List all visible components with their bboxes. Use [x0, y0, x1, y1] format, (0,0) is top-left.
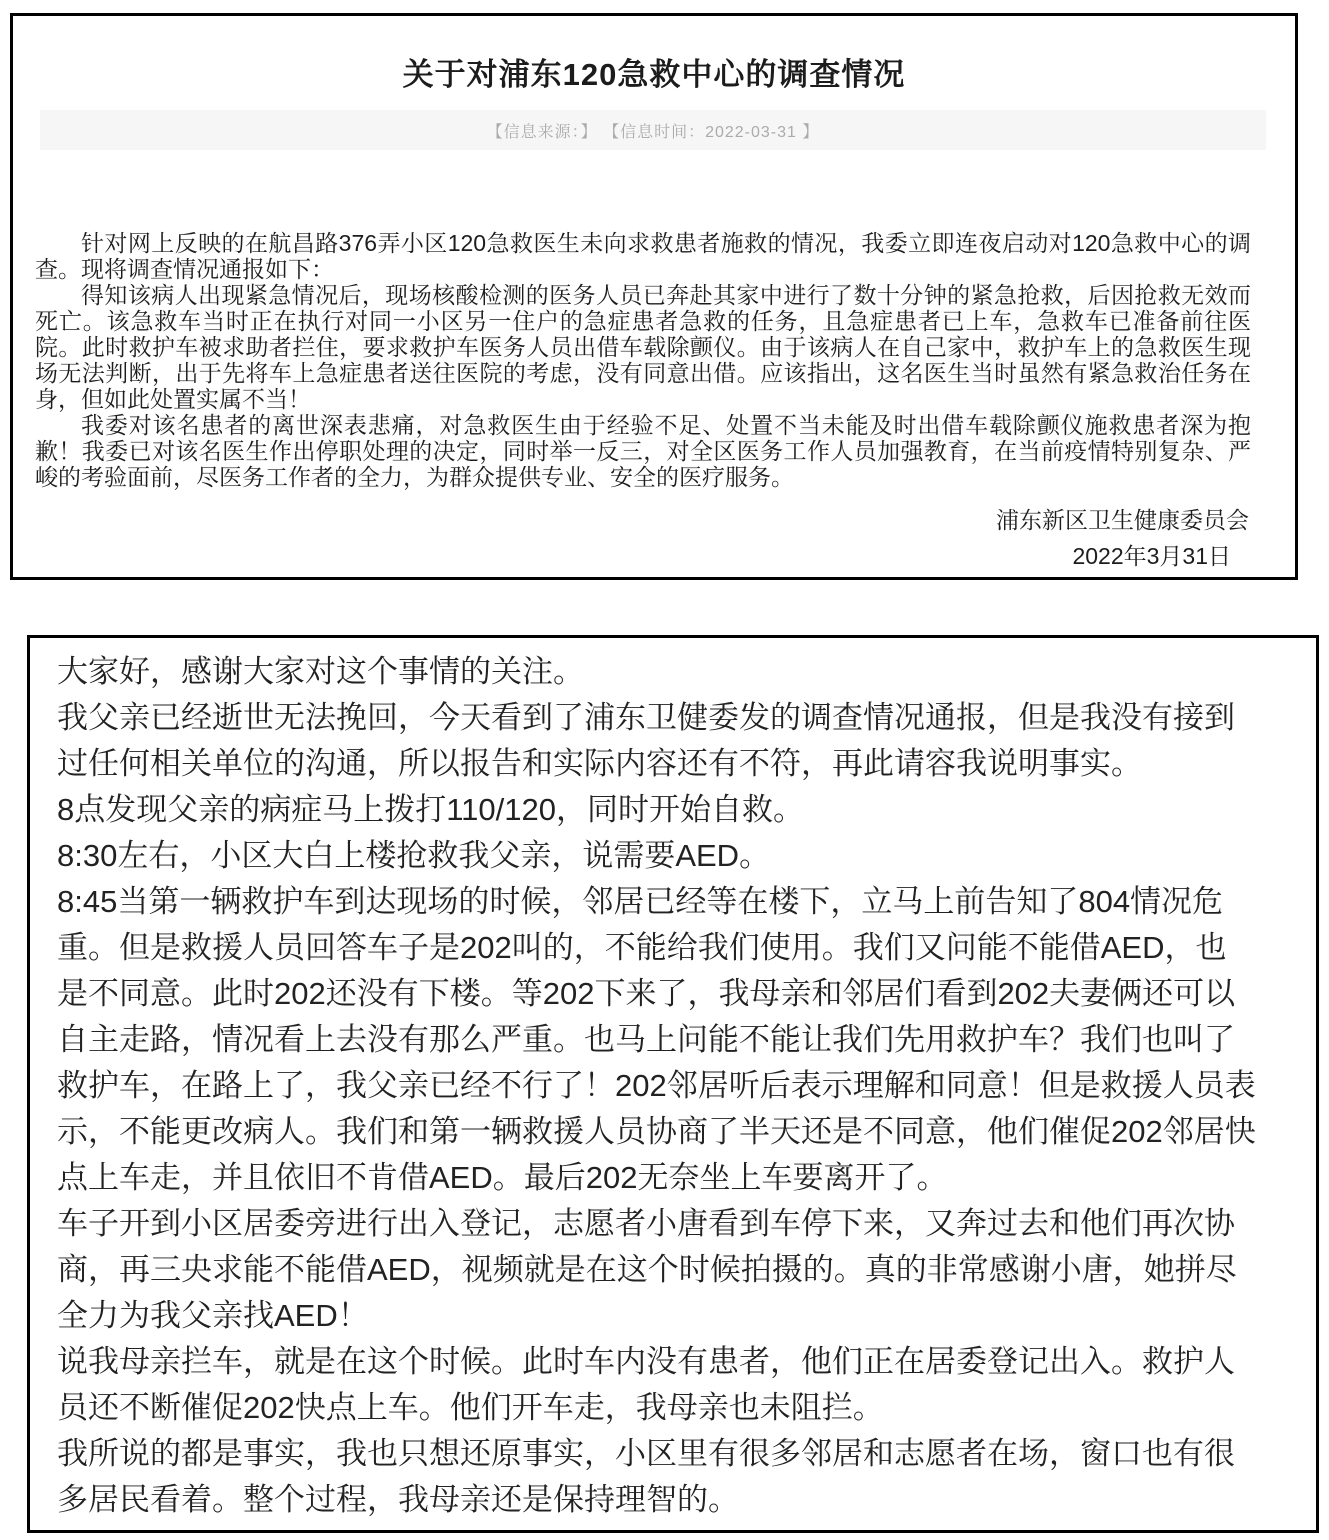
statement-paragraph-5: 8:45当第一辆救护车到达现场的时候，邻居已经等在楼下，立马上前告知了804情况危重。但是救援人员回答车子是202叫的，不能给我们使用。我们又问能不能借AED，也是不同意。此时202还没有下楼。等202下来了，我母亲和邻居们看到202夫妻俩还可以自主走路，情况看上去没有那么严重。也马上问能不能让我们先用救护车？我们也叫了救护车，在路上了，我父亲已经不行了！202邻居听后表示理解和同意！但是救援人员表示，不能更改病人。我们和第一辆救援人员协商了半天还是不同意，他们催促202邻居快点上车走，并且依旧不肯借AED。最后202无奈坐上车要离开了。 — [57, 884, 1256, 1195]
statement-paragraph-1: 大家好，感谢大家对这个事情的关注。 — [57, 654, 584, 689]
notice-panel — [10, 13, 1298, 580]
notice-meta-bar — [40, 110, 1266, 150]
statement-paragraph-6: 车子开到小区居委旁进行出入登记，志愿者小唐看到车停下来，又奔过去和他们再次协商，再三央求能不能借AED，视频就是在这个时候拍摄的。真的非常感谢小唐，她拼尽全力为我父亲找AED！ — [57, 1206, 1237, 1333]
notice-body — [13, 230, 1295, 490]
statement-paragraph-7: 说我母亲拦车，就是在这个时候。此时车内没有患者，他们正在居委登记出入。救护人员还不断催促202快点上车。他们开车走，我母亲也未阻拦。 — [57, 1344, 1235, 1425]
statement-paragraph-8: 我所说的都是事实，我也只想还原事实，小区里有很多邻居和志愿者在场，窗口也有很多居民看着。整个过程，我母亲还是保持理智的。 — [57, 1436, 1235, 1517]
statement-paragraph-2: 我父亲已经逝世无法挽回，今天看到了浦东卫健委发的调查情况通报，但是我没有接到过任何相关单位的沟通，所以报告和实际内容还有不符，再此请容我说明事实。 — [57, 700, 1235, 781]
notice-title: 关于对浦东120急救中心的调查情况 — [402, 57, 906, 92]
notice-date: 2022年3月31日 — [1072, 543, 1231, 569]
notice-paragraph-2: 得知该病人出现紧急情况后，现场核酸检测的医务人员已奔赴其家中进行了数十分钟的紧急抢救，后因抢救无效而死亡。该急救车当时正在执行对同一小区另一住户的急症患者急救的任务，且急症患者已上车，急救车已准备前往医院。此时救护车被求助者拦住，要求救护车医务人员出借车载除颤仪。由于该病人在自己家中，救护车上的急救医生现场无法判断，出于先将车上急症患者送往医院的考虑，没有同意出借。应该指出，这名医生当时虽然有紧急救治任务在身，但如此处置实属不当！ — [35, 282, 1251, 412]
notice-paragraph-3: 我委对该名患者的离世深表悲痛，对急救医生由于经验不足、处置不当未能及时出借车载除颤仪施救患者深为抱歉！我委已对该名医生作出停职处理的决定，同时举一反三，对全区医务工作人员加强教育，在当前疫情特别复杂、严峻的考验面前，尽医务工作者的全力，为群众提供专业、安全的医疗服务。 — [35, 412, 1251, 490]
notice-paragraph-1: 针对网上反映的在航昌路376弄小区120急救医生未向求救患者施救的情况，我委立即连夜启动对120急救中心的调查。现将调查情况通报如下： — [35, 230, 1251, 282]
notice-signature: 浦东新区卫生健康委员会 — [996, 507, 1249, 533]
notice-meta-text: 【信息来源：】 【信息时间：2022-03-31 】 — [486, 123, 820, 141]
statement-paragraph-4: 8:30左右，小区大白上楼抢救我父亲，说需要AED。 — [57, 838, 771, 873]
statement-panel — [27, 635, 1319, 1533]
statement-paragraph-3: 8点发现父亲的病症马上拨打110/120，同时开始自救。 — [57, 792, 804, 827]
